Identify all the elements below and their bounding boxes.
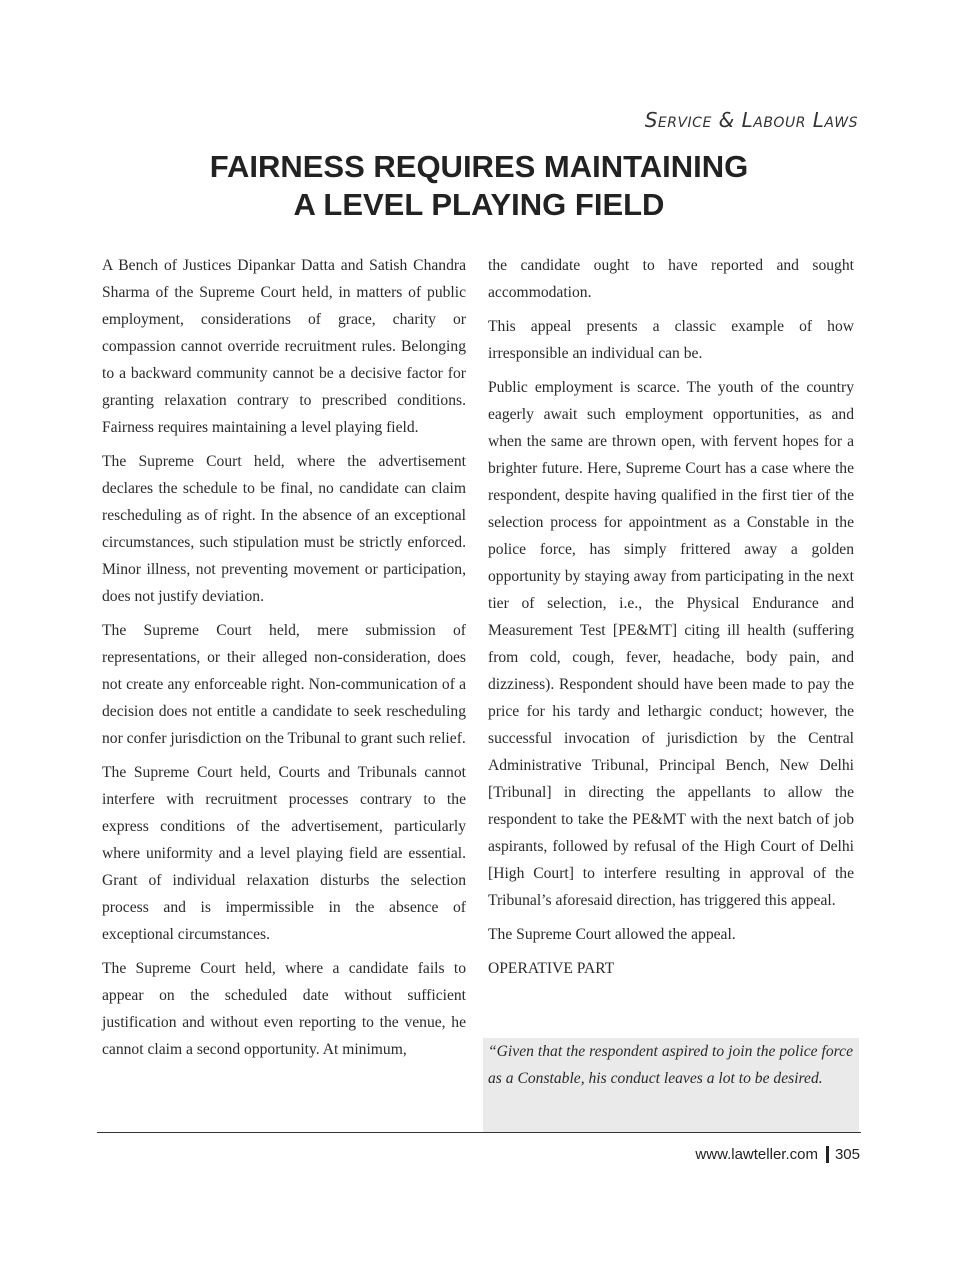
paragraph: The Supreme Court held, where the advertisement declares the schedule to be final, no candidate can claim rescheduling as of right. In the absence of an exceptional circumstances, such stipulation must be strictly enforced. Minor illness, not preventing movement or participation, does not justify deviation. <box>102 453 466 605</box>
paragraph: The Supreme Court held, Courts and Tribunals cannot interfere with recruitment processes contrary to the express conditions of the advertisement, particularly where uniformity and a level playing field are essential. Grant of individual relaxation disturbs the selection process and is impermissible in the absence of exceptional circumstances. <box>102 764 466 943</box>
operative-quote-box <box>483 1038 859 1132</box>
paragraph: This appeal presents a classic example of how irresponsible an individual can be. <box>488 318 854 362</box>
operative-part-heading: OPERATIVE PART <box>488 960 615 977</box>
paragraph: The Supreme Court held, mere submission of representations, or their alleged non-consideration, does not create any enforceable right. Non-communication of a decision does not entitle a candidate to seek rescheduling nor confer jurisdiction on the Tribunal to grant such relief. <box>102 622 466 747</box>
paragraph: A Bench of Justices Dipankar Datta and Satish Chandra Sharma of the Supreme Court held, in matters of public employment, considerations of grace, charity or compassion cannot override recruitment rules. Belonging to a backward community cannot be a decisive factor for granting relaxation contrary to prescribed conditions. Fairness requires maintaining a level playing field. <box>102 257 466 436</box>
paragraph: the candidate ought to have reported and sought accommodation. <box>488 257 854 301</box>
article-title-line-2: A LEVEL PLAYING FIELD <box>293 187 665 222</box>
footer-separator <box>826 1146 829 1163</box>
page-number: 305 <box>834 1146 860 1163</box>
section-label: Service & Labour Laws <box>644 108 858 132</box>
page-footer <box>695 1146 860 1163</box>
footer-divider <box>97 1132 861 1133</box>
right-column <box>488 252 854 989</box>
article-title <box>0 148 958 224</box>
website-link[interactable]: www.lawteller.com <box>695 1146 818 1163</box>
paragraph: The Supreme Court allowed the appeal. <box>488 926 736 943</box>
operative-quote: “Given that the respondent aspired to join the police force as a Constable, his conduct leaves a lot to be desired. <box>488 1043 853 1087</box>
paragraph: Public employment is scarce. The youth of the country eagerly await such employment opportunities, as and when the same are thrown open, with fervent hopes for a brighter future. Here, Supreme Court has a case where the respondent, despite having qualified in the first tier of the selection process for appointment as a Constable in the police force, has simply frittered away a golden opportunity by staying away from participating in the next tier of selection, i.e., the Physical Endurance and Measurement Test [PE&MT] citing ill health (suffering from cold, cough, fever, headache, body pain, and dizziness). Respondent should have been made to pay the price for his tardy and lethargic conduct; however, the successful invocation of jurisdiction by the Central Administrative Tribunal, Principal Bench, New Delhi [Tribunal] in directing the appellants to allow the respondent to take the PE&MT with the next batch of job aspirants, followed by refusal of the High Court of Delhi [High Court] to interfere resulting in approval of the Tribunal’s aforesaid direction, has triggered this appeal. <box>488 379 854 909</box>
article-title-line-1: FAIRNESS REQUIRES MAINTAINING <box>209 149 749 184</box>
left-column <box>102 252 466 1070</box>
paragraph: The Supreme Court held, where a candidate fails to appear on the scheduled date without sufficient justification and without even reporting to the venue, he cannot claim a second opportunity. At minimum, <box>102 960 466 1058</box>
